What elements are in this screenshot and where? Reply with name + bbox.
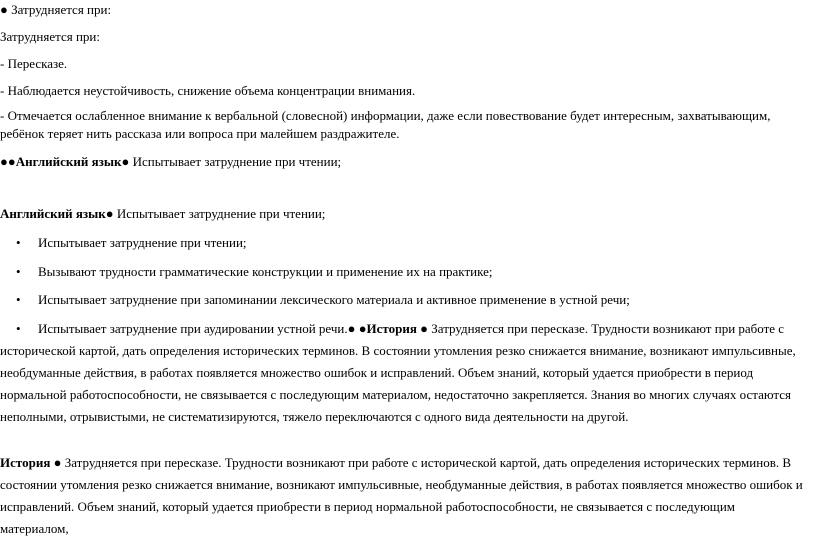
english-subject-label: Английский язык● [15, 154, 130, 169]
list-item: Испытывает затруднение при запоминании лексического материала и активное применение в устной речи; [38, 292, 630, 307]
history-text: ● Затрудняется при пересказе. Трудности возникают при работе с исторической картой, дать определения исторических терминов. В состоянии утомления резко снижается внимание, возникают импульсивные, необдуманные действия, в работах появляется множество ошибок и исправлений. Объем знаний, который удается приобрести в период нормальной работоспособности, не связывается с последующим материалом, [0, 455, 803, 536]
history-subject-label: История [366, 321, 417, 336]
list-item-retelling: - Пересказе. [0, 56, 68, 71]
english-heading-1 [0, 154, 341, 170]
list-item-instability: - Наблюдается неустойчивость, снижение объема концентрации внимания. [0, 83, 416, 98]
history-paragraph [0, 452, 806, 540]
bullet-icon: • [16, 235, 21, 250]
list-item: Испытывает затруднение при чтении; [38, 235, 247, 250]
history-text: ● Затрудняется при пересказе. Трудности возникают при работе с исторической картой, дать определения исторических терминов. В состоянии утомления резко снижается внимание, возникают импульсивные, необдуманные действия, в работах появляется множество ошибок и исправлений. Объем знаний, который удается приобрести в период нормальной работоспособности, не связывается с последующим материалом, недостаточно закрепляется. Знания во многих случаях остаются неполными, отрывистыми, не систематизируются, тяжело переключаются с одного вида деятельности на другой. [0, 321, 796, 424]
english-subject-label: Английский язык● [0, 206, 114, 221]
english-heading-text: Испытывает затруднение при чтении; [129, 154, 342, 169]
text-line-difficulty: Затрудняется при: [0, 29, 100, 44]
english-heading-2 [0, 206, 325, 222]
english-heading-text: Испытывает затруднение при чтении; [113, 206, 326, 221]
text-line-difficulty-bullet: ● Затрудняется при: [0, 2, 112, 17]
bullet-icon: • [16, 292, 21, 307]
bullet-prefix: ●● [0, 154, 16, 169]
bullet-icon: • [16, 264, 21, 279]
bullet-icon: • [16, 321, 21, 336]
history-subject-label: История [0, 455, 51, 470]
history-inline-paragraph [0, 318, 806, 428]
list-item-attention: - Отмечается ослабленное внимание к вербальной (словесной) информации, даже если повествование будет интересным, захватывающим, ребёнок теряет нить рассказа или вопроса при малейшем раздражителе. [0, 108, 771, 141]
list-item: Вызывают трудности грамматические конструкции и применение их на практике; [38, 264, 493, 279]
listening-difficulty-text: Испытывает затруднение при аудировании устной речи.● ● [38, 321, 367, 336]
